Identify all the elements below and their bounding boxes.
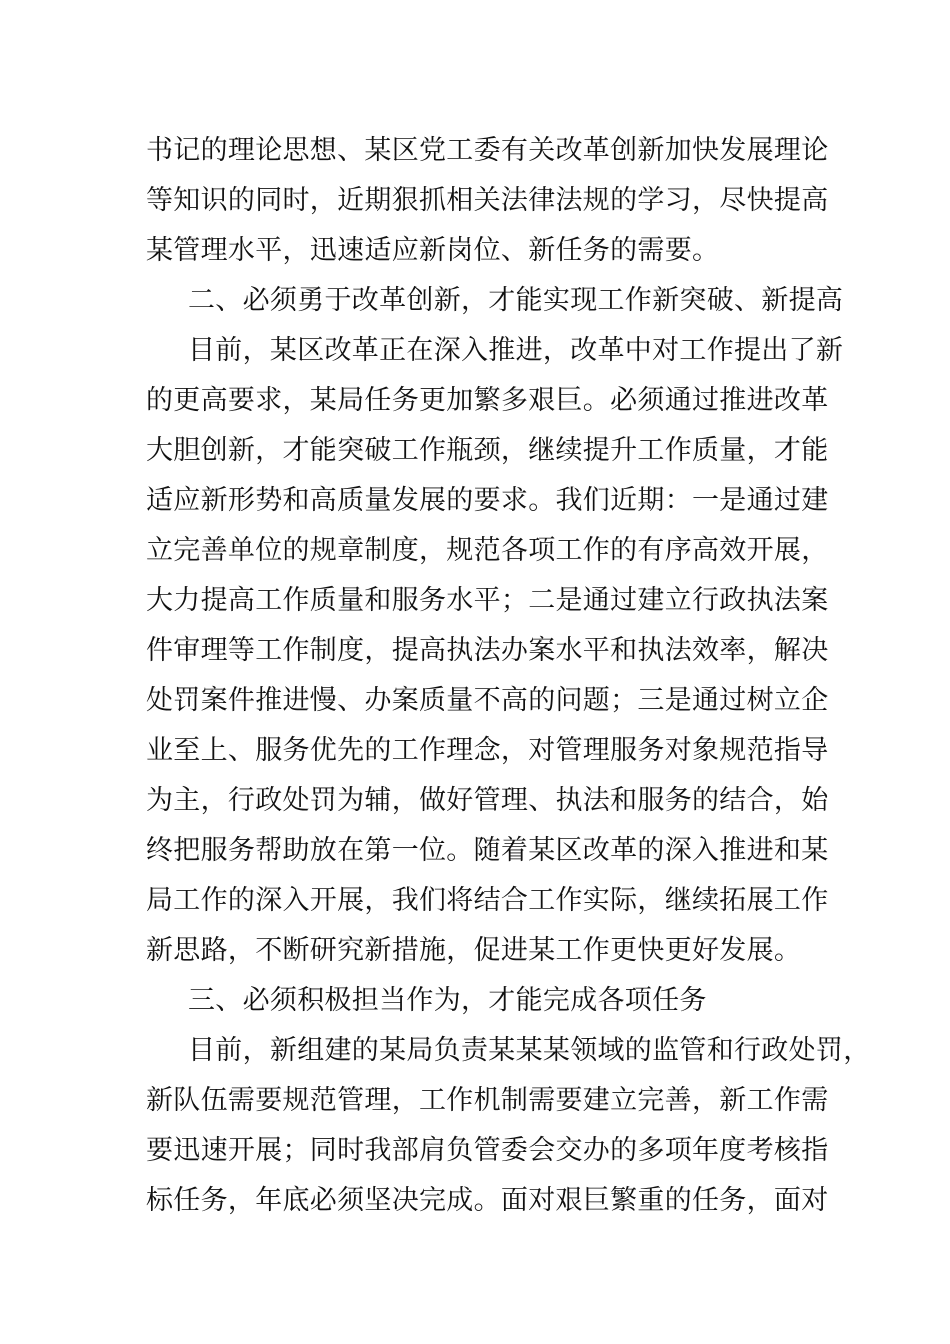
text-line: 等知识的同时，近期狠抓相关法律法规的学习，尽快提高 <box>146 185 829 216</box>
text-line: 目前，新组建的某局负责某某某领域的监管和行政处罚， <box>188 1035 871 1066</box>
text-line: 要迅速开展；同时我部肩负管委会交办的多项年度考核指 <box>146 1135 829 1166</box>
section-heading-2: 二、必须勇于改革创新，才能实现工作新突破、新提高 <box>188 285 844 316</box>
text-line: 某管理水平，迅速适应新岗位、新任务的需要。 <box>146 235 720 266</box>
text-line: 书记的理论思想、某区党工委有关改革创新加快发展理论 <box>146 135 829 166</box>
text-line: 适应新形势和高质量发展的要求。我们近期：一是通过建 <box>146 485 829 516</box>
text-line: 局工作的深入开展，我们将结合工作实际，继续拓展工作 <box>146 885 829 916</box>
text-line: 目前，某区改革正在深入推进，改革中对工作提出了新 <box>188 335 844 366</box>
text-line: 业至上、服务优先的工作理念，对管理服务对象规范指导 <box>146 735 829 766</box>
text-line: 大胆创新，才能突破工作瓶颈，继续提升工作质量，才能 <box>146 435 829 466</box>
text-line: 件审理等工作制度，提高执法办案水平和执法效率，解决 <box>146 635 829 666</box>
section-heading-3: 三、必须积极担当作为，才能完成各项任务 <box>188 985 707 1016</box>
text-line: 新队伍需要规范管理，工作机制需要建立完善，新工作需 <box>146 1085 829 1116</box>
text-line: 新思路，不断研究新措施，促进某工作更快更好发展。 <box>146 935 802 966</box>
text-line: 的更高要求，某局任务更加繁多艰巨。必须通过推进改革 <box>146 385 829 416</box>
text-line: 处罚案件推进慢、办案质量不高的问题；三是通过树立企 <box>146 685 829 716</box>
text-line: 终把服务帮助放在第一位。随着某区改革的深入推进和某 <box>146 835 829 866</box>
text-line: 为主，行政处罚为辅，做好管理、执法和服务的结合，始 <box>146 785 829 816</box>
text-line: 标任务，年底必须坚决完成。面对艰巨繁重的任务，面对 <box>146 1185 829 1216</box>
text-line: 立完善单位的规章制度，规范各项工作的有序高效开展， <box>146 535 829 566</box>
text-line: 大力提高工作质量和服务水平；二是通过建立行政执法案 <box>146 585 829 616</box>
